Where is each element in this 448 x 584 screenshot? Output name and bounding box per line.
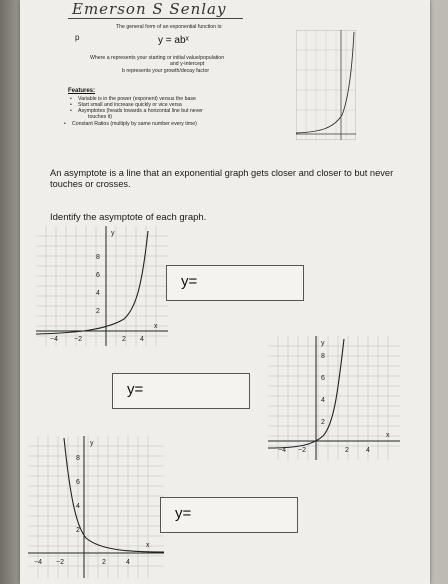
x-tick-label: −4 xyxy=(278,447,286,454)
example-growth-graph xyxy=(296,30,356,140)
general-form-text: The general form of an exponential function is: xyxy=(116,24,223,30)
graph-2 xyxy=(268,336,400,460)
y-tick-label: 2 xyxy=(96,308,100,315)
a-definition-line-2: and y-intercept xyxy=(170,61,205,67)
x-tick-label: −4 xyxy=(50,336,58,343)
b-definition: b represents your growth/decay factor xyxy=(122,68,210,74)
a-definition-line-1: Where a represents your starting or initial value/population xyxy=(90,55,225,61)
x-tick-label: 4 xyxy=(140,336,144,343)
instructions: Identify the asymptote of each graph. xyxy=(50,212,207,223)
answer-box-3[interactable] xyxy=(160,497,298,533)
exponential-formula: y = abˣ xyxy=(158,35,189,46)
x-axis-label: x xyxy=(146,542,150,549)
graph-1 xyxy=(36,226,168,346)
x-tick-label: 2 xyxy=(122,336,126,343)
y-axis-label: y xyxy=(111,230,115,237)
left-binding-edge xyxy=(0,0,20,584)
features-title: Features: xyxy=(68,88,96,94)
x-tick-label: 4 xyxy=(126,559,130,566)
asymptote-definition: An asymptote is a line that an exponential graph gets closer and closer to but never touches or crosses. xyxy=(50,168,394,189)
x-tick-label: −2 xyxy=(298,447,306,454)
y-axis-label: y xyxy=(321,340,325,347)
feature-item: • Constant Ratios (multiply by same number every time) xyxy=(72,121,197,127)
y-tick-label: 2 xyxy=(321,419,325,426)
answer-box-2[interactable] xyxy=(112,373,250,409)
feature-item-continued: touches it) xyxy=(88,114,112,120)
feature-item: • Start small and increase quickly or vice versa xyxy=(78,102,182,108)
y-tick-label: 8 xyxy=(76,455,80,462)
x-axis-label: x xyxy=(386,432,390,439)
feature-item: • Asymptotes (heads towards a horizontal line but never xyxy=(78,108,203,114)
y-axis-label: y xyxy=(90,440,94,447)
answer-label: y= xyxy=(181,273,198,290)
answer-label: y= xyxy=(127,381,144,398)
name-underline xyxy=(68,18,243,19)
x-axis-label: x xyxy=(154,323,158,330)
y-tick-label: 4 xyxy=(76,503,80,510)
answer-label: y= xyxy=(175,505,192,522)
graph-3 xyxy=(28,436,164,578)
right-page-edge xyxy=(430,0,448,584)
y-tick-label: 6 xyxy=(76,479,80,486)
x-tick-label: −4 xyxy=(34,559,42,566)
feature-item: • Variable is in the power (exponent) versus the base xyxy=(78,96,196,102)
student-name: Emerson S Senlay xyxy=(72,0,227,18)
x-tick-label: −2 xyxy=(74,336,82,343)
y-tick-label: 2 xyxy=(76,527,80,534)
answer-box-1[interactable] xyxy=(166,265,304,301)
x-tick-label: −2 xyxy=(56,559,64,566)
y-tick-label: 8 xyxy=(321,353,325,360)
y-tick-label: 6 xyxy=(321,375,325,382)
period-letter: p xyxy=(75,33,80,42)
y-tick-label: 4 xyxy=(321,397,325,404)
y-tick-label: 4 xyxy=(96,290,100,297)
x-tick-label: 2 xyxy=(345,447,349,454)
y-tick-label: 8 xyxy=(96,254,100,261)
x-tick-label: 4 xyxy=(366,447,370,454)
x-tick-label: 2 xyxy=(102,559,106,566)
y-tick-label: 6 xyxy=(96,272,100,279)
